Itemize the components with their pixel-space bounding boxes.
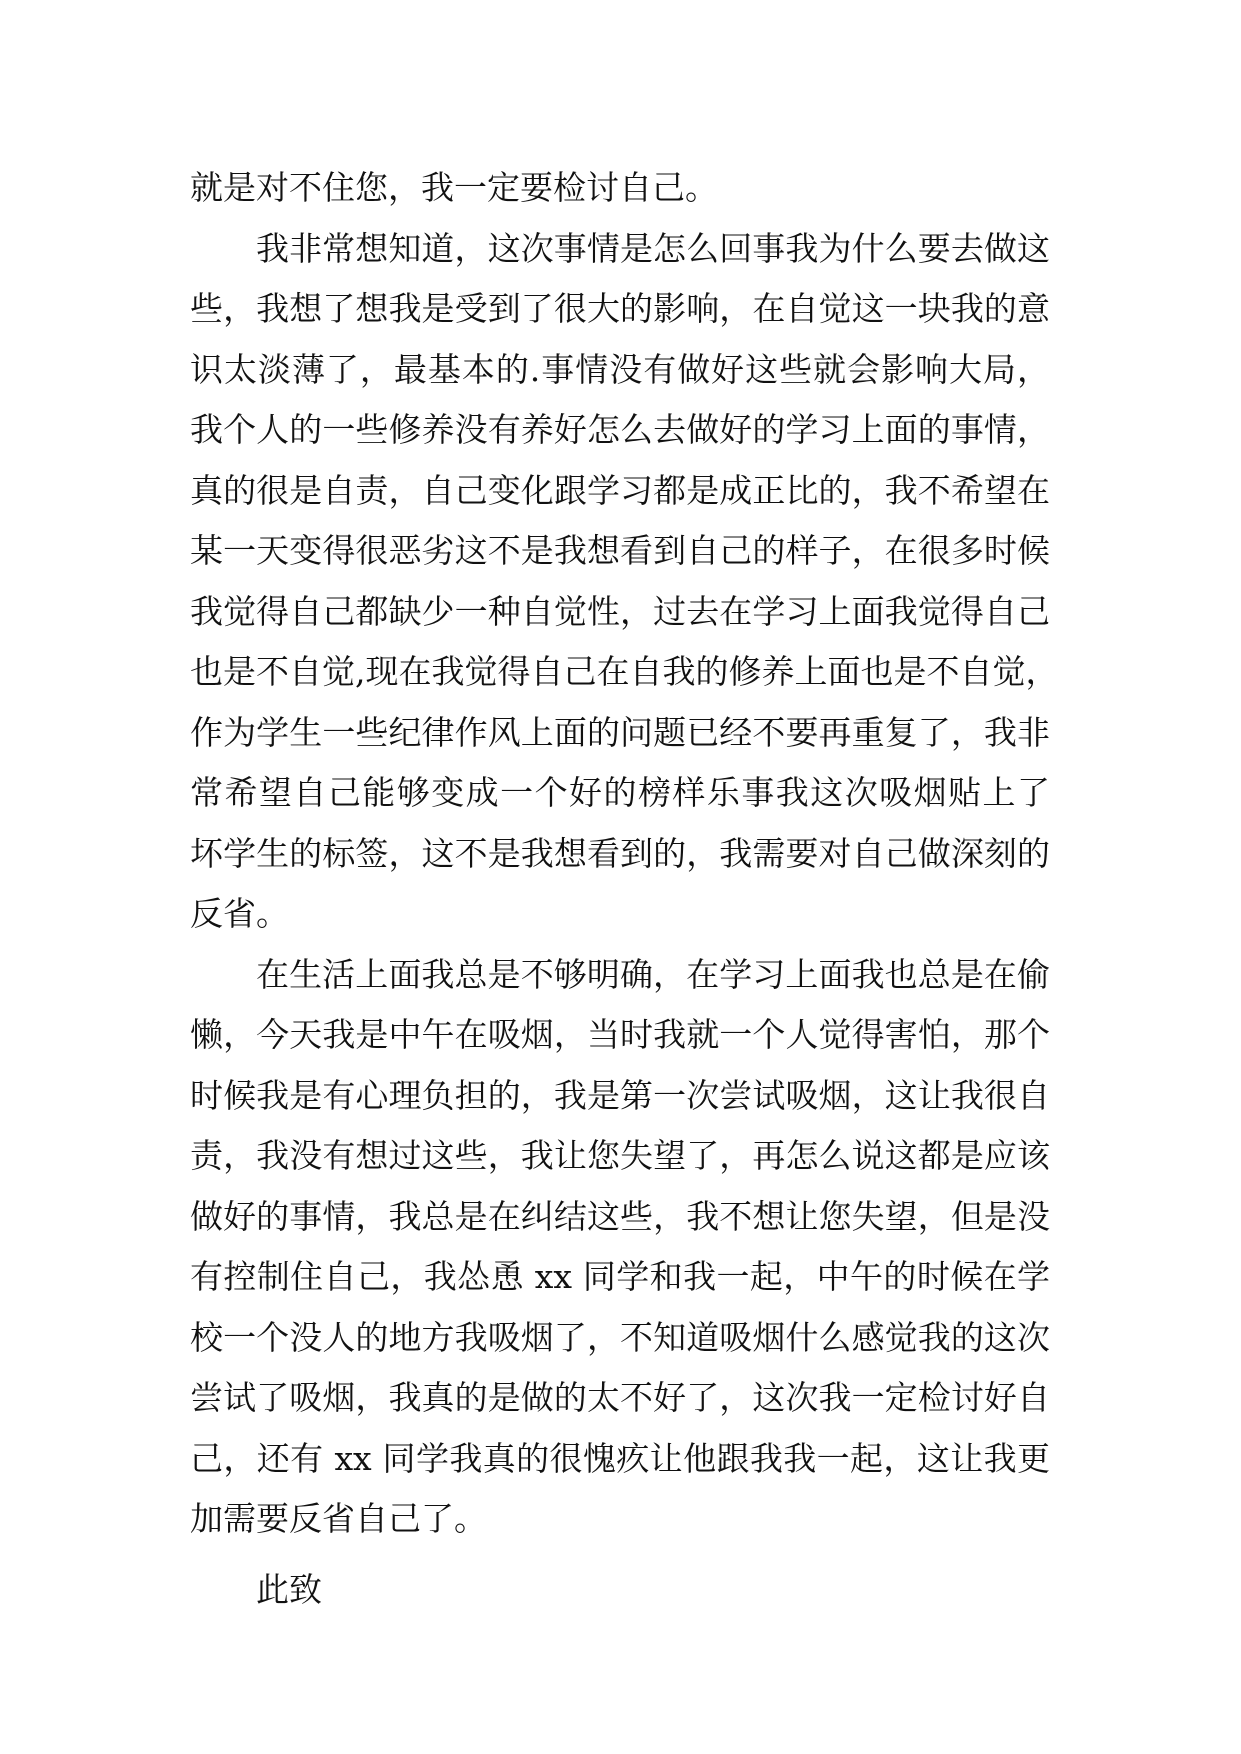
text-line: 我觉得自己都缺少一种自觉性，过去在学习上面我觉得自己 [190,591,1050,631]
text-line: 做好的事情，我总是在纠结这些，我不想让您失望，但是没 [190,1196,1050,1236]
text-line: 时候我是有心理负担的，我是第一次尝试吸烟，这让我很自 [190,1075,1050,1115]
text-line: 尝试了吸烟，我真的是做的太不好了，这次我一定检讨好自 [190,1378,1050,1417]
text-line: 识太淡薄了，最基本的.事情没有做好这些就会影响大局， [190,349,1050,389]
paragraph-last-line: 反省。 [190,894,289,933]
document-body [190,158,1059,1620]
text-line: 些，我想了想我是受到了很大的影响，在自觉这一块我的意 [190,289,1050,328]
text-line: 校一个没人的地方我吸烟了，不知道吸烟什么感觉我的这次 [190,1317,1050,1357]
paragraph-last-line: 加需要反省自己了。 [190,1499,487,1538]
text-line: 有控制住自己，我怂恿 xx 同学和我一起，中午的时候在学 [190,1257,1050,1296]
closing-salutation: 此致 [256,1569,322,1609]
text-line: 常希望自己能够变成一个好的榜样乐事我这次吸烟贴上了 [190,773,1050,812]
text-line: 作为学生一些纪律作风上面的问题已经不要再重复了，我非 [190,712,1050,752]
text-line: 就是对不住您，我一定要检讨自己。 [190,168,718,207]
text-line: 责，我没有想过这些，我让您失望了，再怎么说这都是应该 [190,1136,1050,1175]
text-line: 我个人的一些修养没有养好怎么去做好的学习上面的事情， [190,410,1050,449]
paragraph-first-line: 我非常想知道，这次事情是怎么回事我为什么要去做这 [256,228,1050,268]
text-line: 懒，今天我是中午在吸烟，当时我就一个人觉得害怕，那个 [190,1015,1050,1054]
text-line: 某一天变得很恶劣这不是我想看到自己的样子，在很多时候 [190,531,1050,570]
text-line: 坏学生的标签，这不是我想看到的，我需要对自己做深刻的 [190,833,1050,873]
text-line: 真的很是自责，自己变化跟学习都是成正比的，我不希望在 [190,470,1050,510]
text-line: 也是不自觉,现在我觉得自己在自我的修养上面也是不自觉， [190,652,1059,691]
text-line: 己，还有 xx 同学我真的很愧疚让他跟我我一起，这让我更 [190,1438,1050,1478]
paragraph-first-line: 在生活上面我总是不够明确，在学习上面我也总是在偷 [256,954,1050,994]
